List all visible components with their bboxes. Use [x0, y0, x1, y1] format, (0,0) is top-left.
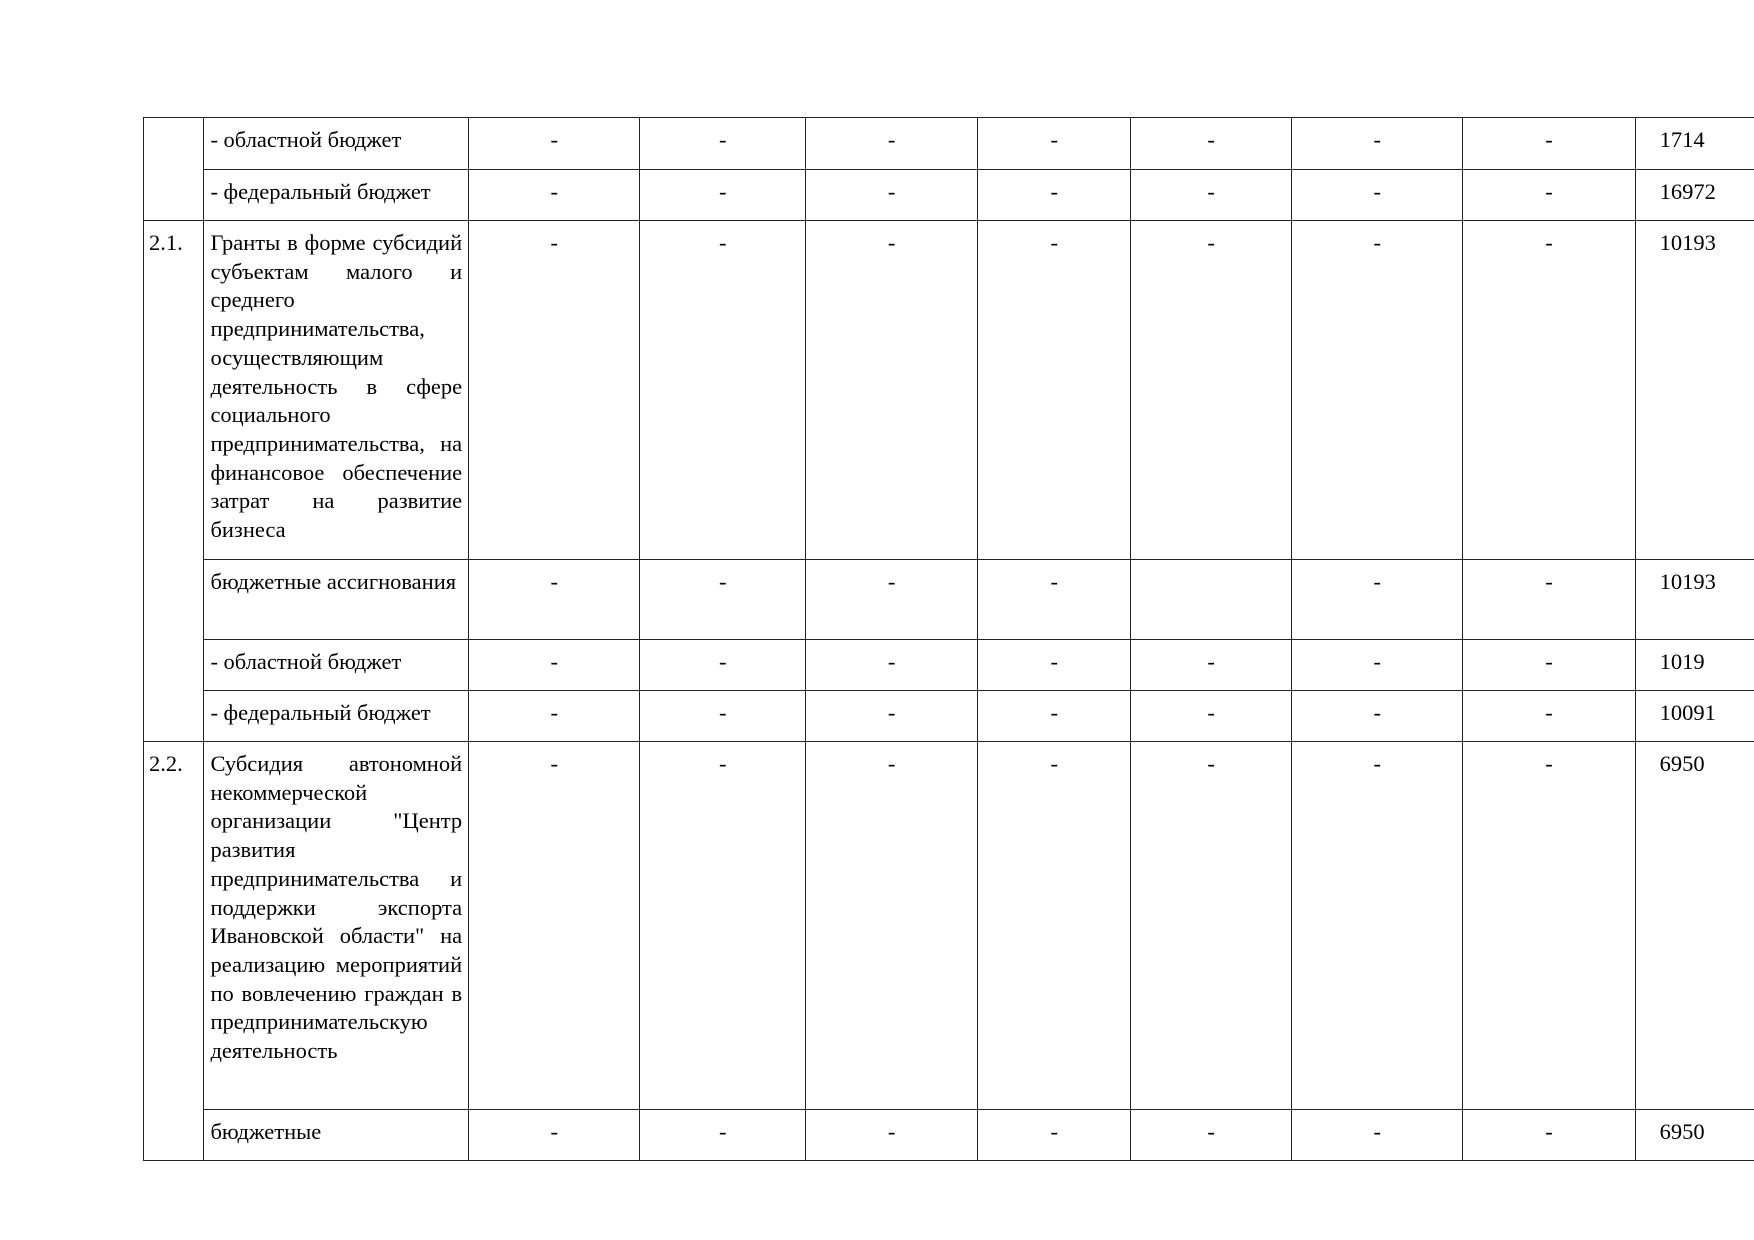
value-cell: -: [1131, 170, 1292, 221]
value-cell: -: [978, 1110, 1131, 1161]
total-cell: 6950: [1635, 742, 1754, 1110]
total-cell: 6950: [1635, 1110, 1754, 1161]
value-cell: -: [1463, 221, 1635, 560]
value-cell: -: [806, 742, 978, 1110]
value-cell: -: [1463, 742, 1635, 1110]
row-label: - областной бюджет: [204, 118, 469, 170]
value-cell: -: [1131, 221, 1292, 560]
value-cell: -: [469, 170, 640, 221]
total-cell: 16972: [1635, 170, 1754, 221]
value-cell: -: [806, 221, 978, 560]
total-cell: 10091: [1635, 691, 1754, 742]
row-label: бюджетные ассигнования: [204, 560, 469, 640]
value-cell: -: [1463, 640, 1635, 691]
value-cell: -: [1292, 640, 1463, 691]
value-cell: -: [469, 691, 640, 742]
value-cell: -: [1463, 560, 1635, 640]
total-cell: 10193: [1635, 221, 1754, 560]
row-label: бюджетные: [204, 1110, 469, 1161]
value-cell: -: [640, 170, 806, 221]
table-row: [144, 118, 1754, 170]
table-row: [144, 691, 1754, 742]
value-cell: -: [1292, 118, 1463, 170]
value-cell: -: [1292, 742, 1463, 1110]
value-cell: -: [469, 1110, 640, 1161]
row-label: - федеральный бюджет: [204, 170, 469, 221]
value-cell: -: [469, 640, 640, 691]
row-index: 2.2.: [144, 742, 204, 1161]
value-cell: -: [978, 560, 1131, 640]
value-cell: -: [640, 691, 806, 742]
budget-table: [143, 117, 1754, 1161]
value-cell: -: [469, 742, 640, 1110]
value-cell: -: [806, 560, 978, 640]
row-index: 2.1.: [144, 221, 204, 742]
value-cell: -: [806, 1110, 978, 1161]
value-cell: -: [1131, 1110, 1292, 1161]
row-index: [144, 118, 204, 221]
value-cell: -: [1463, 1110, 1635, 1161]
value-cell: -: [806, 640, 978, 691]
value-cell: -: [1463, 691, 1635, 742]
row-label: - федеральный бюджет: [204, 691, 469, 742]
value-cell: -: [806, 691, 978, 742]
table-row: [144, 1110, 1754, 1161]
row-label: - областной бюджет: [204, 640, 469, 691]
value-cell: -: [978, 118, 1131, 170]
table-row: [144, 221, 1754, 560]
value-cell: -: [1463, 170, 1635, 221]
value-cell: -: [806, 170, 978, 221]
value-cell: -: [640, 560, 806, 640]
value-cell: -: [1131, 691, 1292, 742]
row-label: Субсидия автономной некоммерческой организации "Центр развития предпринимательства и поддержки экспорта Ивановской области" на реализацию мероприятий по вовлечению граждан в предпринимательскую деятельность: [204, 742, 469, 1110]
table-row: [144, 560, 1754, 640]
value-cell: -: [978, 640, 1131, 691]
value-cell: -: [640, 742, 806, 1110]
total-cell: 10193: [1635, 560, 1754, 640]
value-cell: -: [1292, 221, 1463, 560]
value-cell: -: [1131, 640, 1292, 691]
table-row: [144, 640, 1754, 691]
row-label: Гранты в форме субсидий субъектам малого и среднего предпринимательства, осуществляющим деятельность в сфере социального предпринимательства, на финансовое обеспечение затрат на развитие бизнеса: [204, 221, 469, 560]
value-cell: -: [640, 1110, 806, 1161]
value-cell: -: [978, 221, 1131, 560]
total-cell: 1714: [1635, 118, 1754, 170]
value-cell: -: [978, 742, 1131, 1110]
value-cell: -: [640, 640, 806, 691]
value-cell: -: [1292, 691, 1463, 742]
value-cell: -: [806, 118, 978, 170]
value-cell: -: [469, 118, 640, 170]
table-row: [144, 742, 1754, 1110]
value-cell: -: [640, 221, 806, 560]
value-cell: -: [1463, 118, 1635, 170]
value-cell: -: [1292, 1110, 1463, 1161]
value-cell: -: [1131, 118, 1292, 170]
value-cell: -: [469, 221, 640, 560]
value-cell: -: [469, 560, 640, 640]
table-row: [144, 170, 1754, 221]
value-cell: -: [978, 691, 1131, 742]
value-cell: -: [640, 118, 806, 170]
value-cell: [1131, 560, 1292, 640]
value-cell: -: [1292, 170, 1463, 221]
total-cell: 1019: [1635, 640, 1754, 691]
value-cell: -: [978, 170, 1131, 221]
value-cell: -: [1131, 742, 1292, 1110]
value-cell: -: [1292, 560, 1463, 640]
